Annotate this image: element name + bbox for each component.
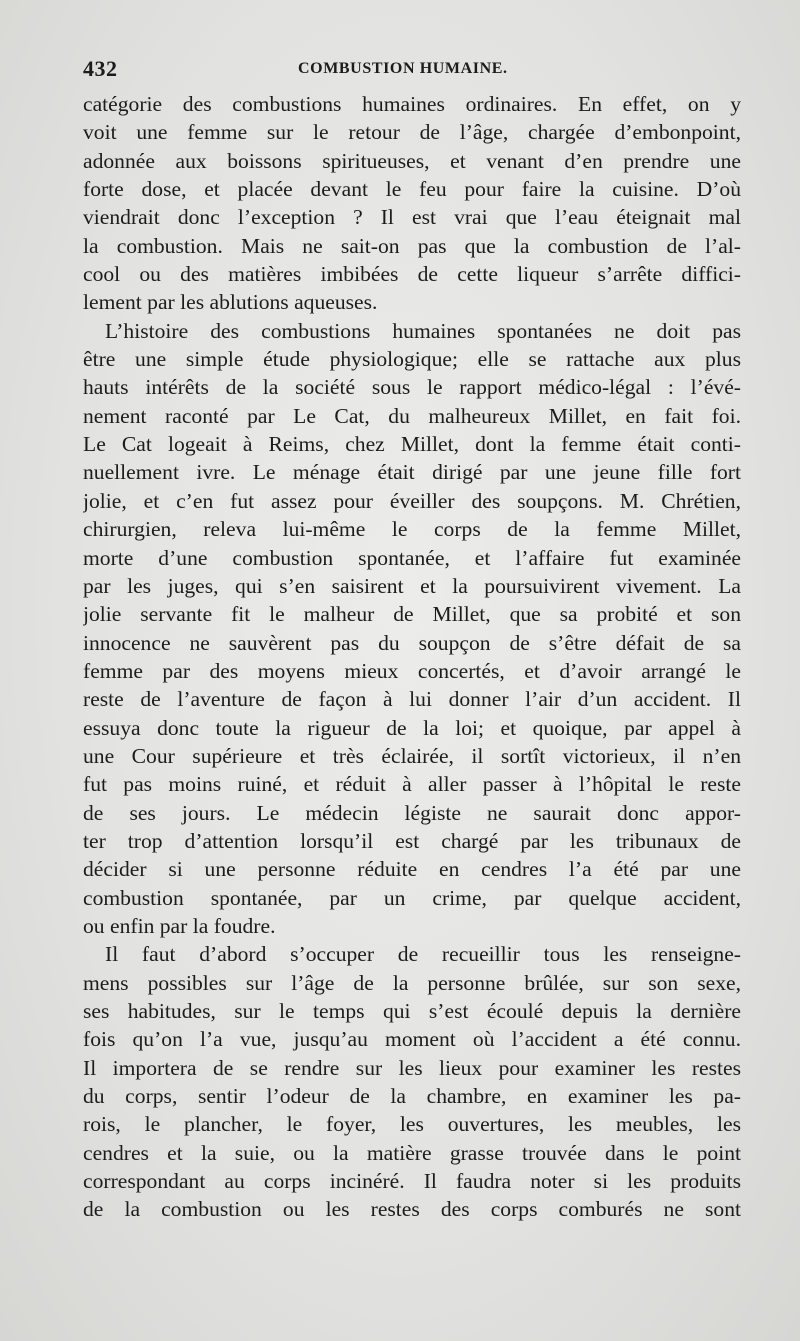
running-title: COMBUSTION HUMAINE.: [298, 60, 508, 77]
text-line: fois qu’on l’a vue, jusqu’au moment où l’accident a été connu.: [83, 1027, 741, 1052]
text-line: lement par les ablutions aqueuses.: [83, 290, 378, 315]
text-line: du corps, sentir l’odeur de la chambre, en examiner les pa-: [83, 1084, 741, 1109]
text-line: ou enfin par la foudre.: [83, 913, 276, 938]
text-line: Il faut d’abord s’occuper de recueillir tous les renseigne-: [105, 942, 741, 967]
text-line: femme par des moyens mieux concertés, et d’avoir arrangé le: [83, 658, 741, 683]
text-line: être une simple étude physiologique; elle se rattache aux plus: [83, 347, 741, 372]
text-line: voit une femme sur le retour de l’âge, chargée d’embonpoint,: [83, 120, 741, 145]
text-line: combustion spontanée, par un crime, par quelque accident,: [83, 885, 741, 910]
text-line: de la combustion ou les restes des corps comburés ne sont: [83, 1197, 741, 1222]
text-line: nuellement ivre. Le ménage était dirigé par une jeune fille fort: [83, 460, 741, 485]
text-line: essuya donc toute la rigueur de la loi; et quoique, par appel à: [83, 715, 741, 740]
text-line: L’histoire des combustions humaines spontanées ne doit pas: [105, 318, 741, 343]
text-line: adonnée aux boissons spiritueuses, et venant d’en prendre une: [83, 148, 741, 173]
text-line: par les juges, qui s’en saisirent et la poursuivirent vivement. La: [83, 573, 741, 598]
text-line: la combustion. Mais ne sait-on pas que la combustion de l’al-: [83, 233, 741, 258]
text-line: catégorie des combustions humaines ordinaires. En effet, on y: [83, 92, 741, 116]
text-line: fut pas moins ruiné, et réduit à aller passer à l’hôpital le reste: [83, 772, 741, 797]
text-line: cool ou des matières imbibées de cette liqueur s’arrête diffici-: [83, 262, 741, 287]
text-line: rois, le plancher, le foyer, les ouvertures, les meubles, les: [83, 1112, 741, 1137]
text-line: chirurgien, releva lui-même le corps de la femme Millet,: [83, 517, 741, 542]
text-line: mens possibles sur l’âge de la personne brûlée, sur son sexe,: [83, 970, 741, 995]
text-line: jolie servante fit le malheur de Millet, que sa probité et son: [83, 602, 741, 627]
text-line: décider si une personne réduite en cendres l’a été par une: [83, 857, 741, 882]
text-line: Il importera de se rendre sur les lieux pour examiner les restes: [83, 1055, 741, 1080]
text-line: hauts intérêts de la société sous le rapport médico-légal : l’évé-: [83, 375, 741, 400]
text-line: ter trop d’attention lorsqu’il est chargé par les tribunaux de: [83, 828, 741, 853]
text-line: viendrait donc l’exception ? Il est vrai que l’eau éteignait mal: [83, 205, 741, 230]
text-line: innocence ne sauvèrent pas du soupçon de s’être défait de sa: [83, 630, 741, 655]
text-line: cendres et la suie, ou la matière grasse trouvée dans le point: [83, 1140, 741, 1165]
text-line: une Cour supérieure et très éclairée, il sortît victorieux, il n’en: [83, 743, 741, 768]
text-line: ses habitudes, sur le temps qui s’est écoulé depuis la dernière: [83, 999, 741, 1023]
text-line: Le Cat logeait à Reims, chez Millet, dont la femme était conti-: [83, 432, 741, 457]
text-line: de ses jours. Le médecin légiste ne saurait donc appor-: [83, 800, 741, 825]
running-head: [83, 56, 741, 84]
text-line: forte dose, et placée devant le feu pour faire la cuisine. D’où: [83, 177, 741, 202]
body-text: [83, 90, 741, 1224]
text-line: nement raconté par Le Cat, du malheureux Millet, en fait foi.: [83, 403, 741, 428]
page-number: 432: [83, 56, 118, 81]
text-line: reste de l’aventure de façon à lui donner l’air d’un accident. Il: [83, 687, 741, 712]
text-line: jolie, et c’en fut assez pour éveiller des soupçons. M. Chrétien,: [83, 488, 741, 513]
text-line: morte d’une combustion spontanée, et l’affaire fut examinée: [83, 545, 741, 570]
text-line: correspondant au corps incinéré. Il faudra noter si les produits: [83, 1169, 741, 1194]
